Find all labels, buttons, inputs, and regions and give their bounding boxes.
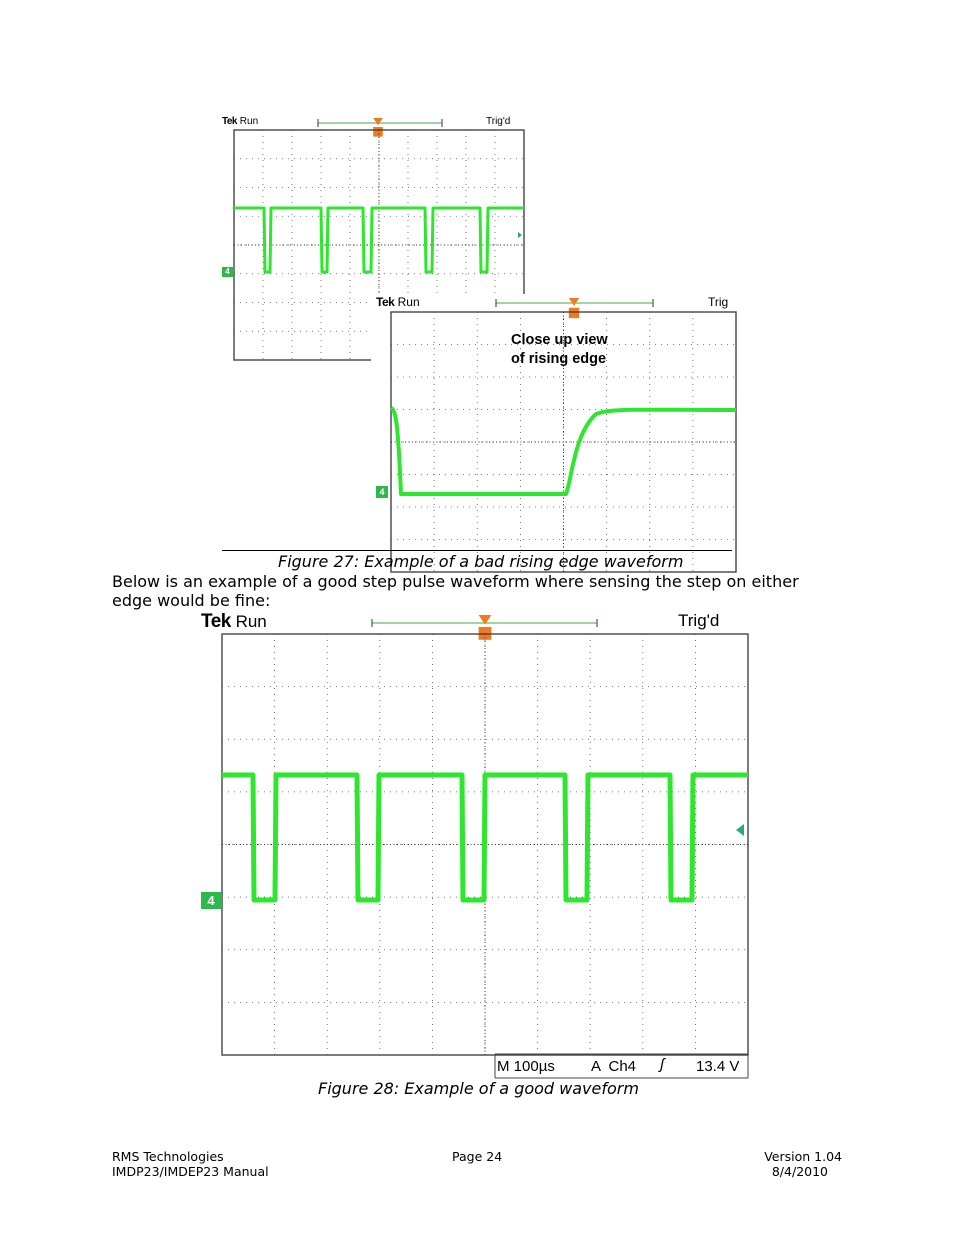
footer-left	[112, 1149, 269, 1179]
figure-28-caption: Figure 28: Example of a good waveform	[318, 1079, 639, 1098]
footer-version: Version 1.04	[764, 1149, 842, 1164]
figure-27-caption: Figure 27: Example of a bad rising edge waveform	[278, 552, 684, 571]
brand-label: Tek	[222, 116, 237, 127]
back-level-marker-icon	[518, 232, 522, 238]
front-trigger-t-icon	[569, 308, 579, 318]
channel-marker-front: 4	[376, 486, 388, 498]
annotation-text: Close up view of rising edge	[511, 332, 608, 367]
trigger-status-label: Trig	[708, 295, 729, 309]
trigger-status-label: Trig'd	[678, 611, 720, 630]
brand-label: Tek	[376, 295, 395, 309]
channel-marker: 4	[201, 892, 221, 909]
front-trigger-pointer	[569, 298, 579, 306]
back-trigger-pointer	[373, 118, 383, 125]
footer-page: Page 24	[452, 1149, 503, 1164]
trigger-slope-icon: ʃ	[660, 1056, 665, 1073]
body-paragraph: Below is an example of a good step pulse waveform where sensing the step on either edge would be fine:	[112, 572, 799, 610]
back-trigger-t-icon	[373, 127, 383, 137]
trigger-level-readout: 13.4 V	[696, 1058, 740, 1075]
footer-date: 8/4/2010	[771, 1164, 828, 1179]
footer-company: RMS Technologies	[112, 1149, 224, 1164]
scope-main-screen	[199, 608, 755, 1080]
main-level-marker-icon	[736, 824, 744, 836]
figure-divider	[222, 550, 732, 551]
trigger-status-label: Trig'd	[486, 116, 511, 127]
footer-manual: IMDP23/IMDEP23 Manual	[112, 1164, 269, 1179]
footer-right	[742, 1149, 842, 1179]
timebase-readout: M 100µs	[497, 1058, 555, 1075]
status-label: Run	[397, 295, 420, 309]
brand-label: Tek	[201, 611, 231, 632]
status-label: Run	[235, 612, 267, 631]
trigger-source-readout: A Ch4	[591, 1058, 637, 1075]
channel-marker-back: 4	[222, 267, 233, 277]
status-label: Run	[239, 116, 259, 127]
